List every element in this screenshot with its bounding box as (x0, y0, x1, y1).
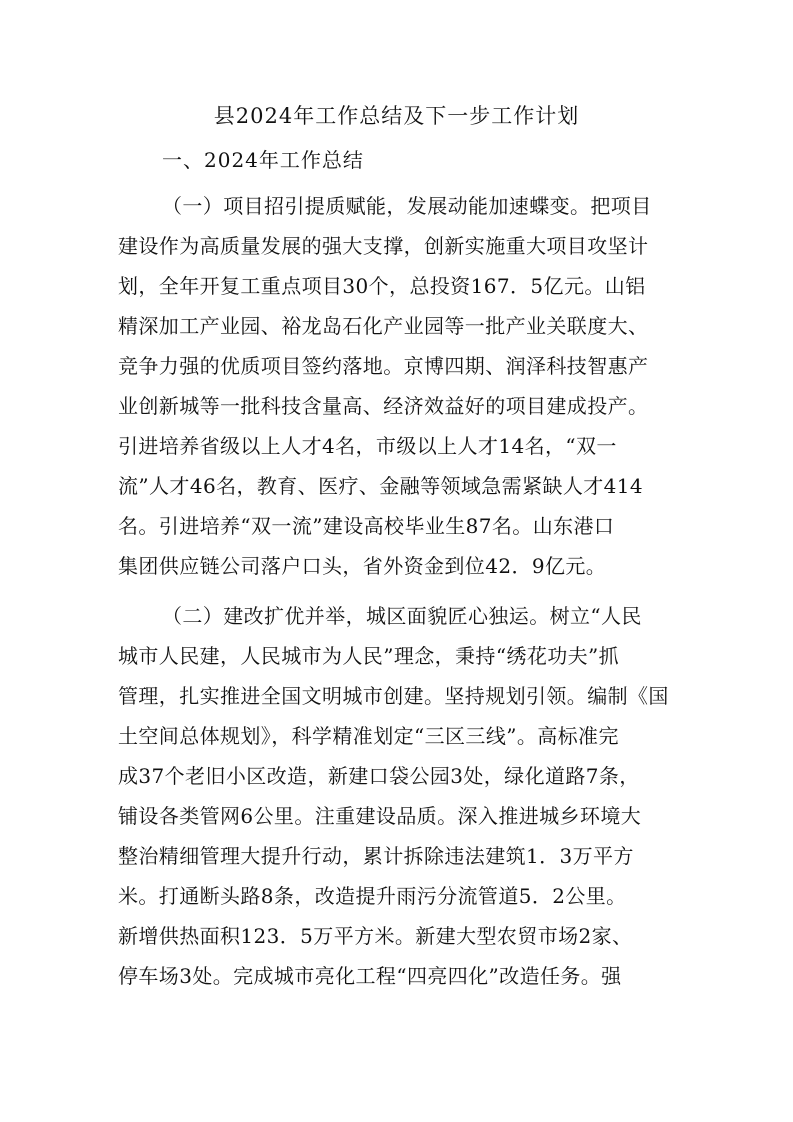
paragraph-line: 管理，扎实推进全国文明城市创建。坚持规划引领。编制《国 (118, 684, 669, 708)
paragraph-2 (118, 596, 684, 996)
paragraph-line: 整治精细管理大提升行动，累计拆除违法建筑1．3万平方 (118, 844, 634, 868)
paragraph-line: 划，全年开复工重点项目30个，总投资167．5亿元。山铝 (118, 274, 646, 298)
paragraph-line: 引进培养省级以上人才4名，市级以上人才14名，“双一 (118, 434, 617, 458)
paragraph-line: 精深加工产业园、裕龙岛石化产业园等一批产业关联度大、 (118, 314, 649, 338)
paragraph-line: 流”人才46名，教育、医疗、金融等领域急需紧缺人才414 (118, 474, 644, 498)
paragraph-line: 成37个老旧小区改造，新建口袋公园3处，绿化道路7条， (118, 764, 640, 788)
section-heading: 一、2024年工作总结 (162, 148, 364, 172)
paragraph-line: （一）项目招引提质赋能，发展动能加速蝶变。把项目 (162, 194, 652, 218)
paragraph-line: 新增供热面积123．5万平方米。新建大型农贸市场2家、 (118, 924, 633, 948)
paragraph-line: 土空间总体规划》，科学精准划定“三区三线”。高标准完 (118, 724, 619, 748)
paragraph-line: 铺设各类管网6公里。注重建设品质。深入推进城乡环境大 (118, 804, 642, 828)
paragraph-line: 停车场3处。完成城市亮化工程“四亮四化”改造任务。强 (118, 964, 622, 988)
paragraph-line: 业创新城等一批科技含量高、经济效益好的项目建成投产。 (118, 394, 649, 418)
paragraph-line: 名。引进培养“双一流”建设高校毕业生87名。山东港口 (118, 514, 615, 538)
paragraph-line: 米。打通断头路8条，改造提升雨污分流管道5．2公里。 (118, 884, 627, 908)
paragraph-line: 城市人民建，人民城市为人民”理念，秉持“绣花功夫”抓 (118, 644, 620, 668)
document-title: 县2024年工作总结及下一步工作计划 (213, 104, 580, 128)
paragraph-line: 建设作为高质量发展的强大支撑，创新实施重大项目攻坚计 (118, 234, 649, 258)
paragraph-line: （二）建改扩优并举，城区面貌匠心独运。树立“人民 (162, 604, 642, 628)
paragraph-1 (118, 186, 684, 586)
paragraph-line: 竞争力强的优质项目签约落地。京博四期、润泽科技智惠产 (118, 354, 649, 378)
paragraph-line: 集团供应链公司落户口头，省外资金到位42．9亿元。 (118, 554, 607, 578)
